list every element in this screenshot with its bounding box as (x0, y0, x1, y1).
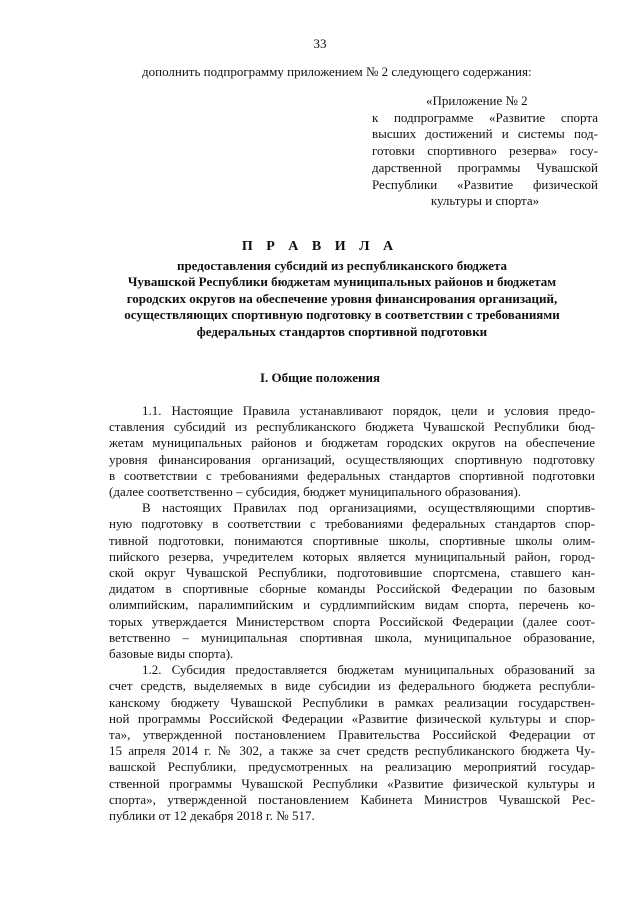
body-line: жетам муниципальных районов и бюджетам городских округов на обеспечение (109, 435, 595, 451)
body-text (109, 403, 595, 824)
appendix-line: Республики «Развитие физической (372, 176, 598, 192)
subtitle-line: городских округов на обеспечение уровня финансирования организаций, (126, 290, 558, 306)
body-line: ской округ Чувашской Республики, подготовившие спортсмена, ставшего кан- (109, 565, 595, 581)
body-line: та», утвержденной постановлением Правительства Российской Федерации от (109, 727, 595, 743)
body-line: ной программы Российской Федерации «Развитие физической культуры и спор- (109, 710, 595, 726)
intro-paragraph: дополнить подпрограмму приложением № 2 следующего содержания: (142, 64, 532, 79)
body-line: 1.2. Субсидия предоставляется бюджетам муниципальных образований за (142, 662, 595, 678)
body-line: (далее соответственно – субсидия, бюджет муниципального образования). (109, 484, 522, 500)
subtitle-line: Чувашской Республики бюджетам муниципальных районов и бюджетам (127, 274, 557, 290)
body-line: счет средств, выделяемых в виде субсидии из федерального бюджета республи- (109, 678, 595, 694)
appendix-line: культуры и спорта» (430, 193, 540, 209)
body-line: в соответствии с требованиями федеральных стандартов спортивной подготовки (109, 467, 595, 483)
subtitle-line: предоставления субсидий из республиканского бюджета (176, 258, 508, 273)
body-line: 1.1. Настоящие Правила устанавливают порядок, цели и условия предо- (142, 403, 595, 418)
appendix-line: к подпрограмме «Развитие спорта (372, 109, 598, 125)
body-line: ную подготовку в соответствии с требованиями федеральных стандартов спор- (109, 516, 595, 532)
body-line: 15 апреля 2014 г. № 302, а также за счет средств республиканского бюджета Чу- (109, 743, 595, 759)
appendix-line: готовки спортивного резерва» госу- (372, 143, 598, 159)
body-line: базовые виды спорта). (109, 646, 234, 662)
document-subtitle (92, 258, 592, 340)
body-line: В настоящих Правилах под организациями, осуществляющими спортив- (142, 500, 595, 516)
document-title: П Р А В И Л А (241, 239, 399, 254)
body-line: олимпийским, паралимпийским и сурдлимпийским видам спорта, перечень ко- (109, 597, 595, 613)
body-line: публики от 12 декабря 2018 г. № 517. (109, 808, 315, 824)
appendix-line: дарственной программы Чувашской (372, 159, 598, 175)
body-line: уровня финансирования организаций, осуществляющих спортивную подготовку (109, 451, 595, 467)
body-line: вашской Республики, предусмотренных на реализацию мероприятий государ- (109, 759, 595, 775)
body-line: пийского резерва, учредителем которых является муниципальный район, город- (109, 548, 595, 564)
page-number: 33 (313, 36, 327, 51)
section-heading: I. Общие положения (260, 370, 380, 385)
appendix-header (372, 93, 598, 210)
body-line: торых утверждается Министерством спорта Российской Федерации (далее соот- (109, 613, 595, 629)
body-line: канскому бюджету Чувашской Республики в рамках реализации государствен- (109, 694, 595, 710)
appendix-line: «Приложение № 2 (426, 93, 528, 108)
body-line: дидатом в спортивные сборные команды Российской Федерации по базовым (109, 581, 595, 597)
body-line: ветственно – муниципальная спортивная школа, муниципальное образование, (109, 629, 595, 645)
appendix-line: высших достижений и системы под- (372, 126, 598, 142)
body-line: ственной программы Чувашской Республики «Развитие физической культуры и (109, 775, 595, 791)
subtitle-line: федеральных стандартов спортивной подготовки (196, 323, 488, 339)
subtitle-line: осуществляющих спортивную подготовку в соответствии с требованиями (124, 307, 560, 323)
body-line: тивной подготовки, понимаются спортивные школы, спортивные школы олим- (109, 532, 595, 548)
body-line: ставления субсидий из республиканского бюджета Чувашской Республики бюд- (109, 419, 595, 435)
body-line: спорта», утвержденной постановлением Кабинета Министров Чувашской Рес- (109, 791, 595, 807)
